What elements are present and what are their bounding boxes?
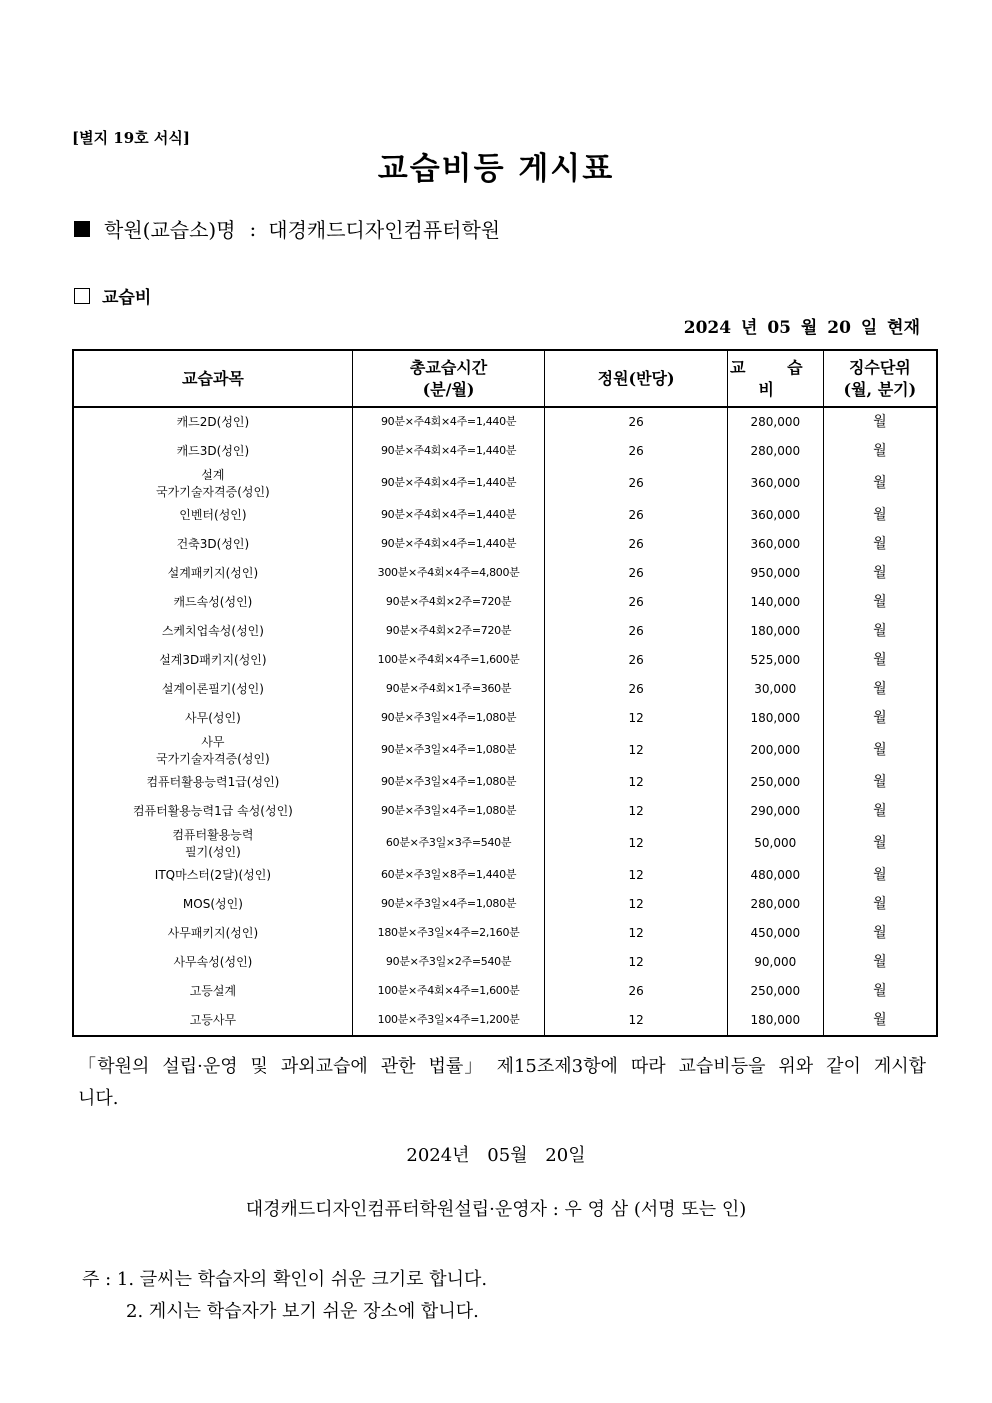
cell-capacity: 12 <box>545 1006 728 1036</box>
cell-billing-unit: 월 <box>823 733 937 768</box>
table-row <box>73 1006 937 1036</box>
cell-capacity: 12 <box>545 797 728 826</box>
cell-capacity: 26 <box>545 466 728 501</box>
cell-total-hours: 60분×주3일×8주=1,440분 <box>352 861 545 890</box>
footnote-1 <box>82 1264 487 1296</box>
cell-total-hours: 90분×주4회×2주=720분 <box>352 617 545 646</box>
academy-name-separator: : <box>249 216 257 241</box>
cell-subject <box>73 407 352 437</box>
cell-total-hours: 90분×주4회×4주=1,440분 <box>352 501 545 530</box>
cell-subject <box>73 826 352 861</box>
cell-fee: 360,000 <box>727 501 823 530</box>
cell-subject-line1: 사무속성(성인) <box>173 955 253 970</box>
cell-subject-line1: 캐드3D(성인) <box>176 444 250 459</box>
cell-subject-line2: 필기(성인) <box>185 844 241 859</box>
cell-fee: 90,000 <box>727 948 823 977</box>
cell-subject-line1: 설계3D패키지(성인) <box>159 653 267 668</box>
cell-capacity: 26 <box>545 646 728 675</box>
cell-capacity: 26 <box>545 675 728 704</box>
cell-subject-line1: 설계 <box>201 468 225 483</box>
cell-billing-unit: 월 <box>823 617 937 646</box>
cell-capacity: 12 <box>545 826 728 861</box>
cell-subject <box>73 675 352 704</box>
cell-capacity: 26 <box>545 617 728 646</box>
cell-capacity: 12 <box>545 948 728 977</box>
cell-capacity: 12 <box>545 861 728 890</box>
cell-total-hours: 300분×주4회×4주=4,800분 <box>352 559 545 588</box>
cell-total-hours: 100분×주4회×4주=1,600분 <box>352 977 545 1006</box>
fee-table <box>72 349 938 1037</box>
cell-billing-unit: 월 <box>823 466 937 501</box>
cell-fee: 250,000 <box>727 977 823 1006</box>
header-total-hours <box>352 350 545 407</box>
cell-capacity: 12 <box>545 768 728 797</box>
cell-subject-line1: 설계이론필기(성인) <box>161 682 264 697</box>
cell-capacity: 12 <box>545 704 728 733</box>
header-total-hours-line2: (분/월) <box>422 379 475 399</box>
footnote-2: 2. 게시는 학습자가 보기 쉬운 장소에 합니다. <box>126 1301 479 1322</box>
fee-table-header-row <box>73 350 937 407</box>
table-row <box>73 861 937 890</box>
table-row <box>73 646 937 675</box>
cell-capacity: 12 <box>545 919 728 948</box>
cell-subject-line1: 사무 <box>201 735 225 750</box>
cell-billing-unit: 월 <box>823 588 937 617</box>
cell-subject <box>73 466 352 501</box>
cell-total-hours: 90분×주4회×4주=1,440분 <box>352 437 545 466</box>
cell-total-hours: 90분×주3일×4주=1,080분 <box>352 704 545 733</box>
cell-subject <box>73 559 352 588</box>
cell-fee: 450,000 <box>727 919 823 948</box>
cell-capacity: 26 <box>545 407 728 437</box>
table-row <box>73 890 937 919</box>
cell-subject-line2: 국가기술자격증(성인) <box>156 751 270 766</box>
cell-subject <box>73 530 352 559</box>
cell-fee: 140,000 <box>727 588 823 617</box>
cell-billing-unit: 월 <box>823 646 937 675</box>
cell-subject <box>73 617 352 646</box>
table-row <box>73 977 937 1006</box>
cell-fee: 360,000 <box>727 530 823 559</box>
table-row <box>73 768 937 797</box>
cell-capacity: 26 <box>545 530 728 559</box>
cell-billing-unit: 월 <box>823 826 937 861</box>
cell-fee: 250,000 <box>727 768 823 797</box>
cell-billing-unit: 월 <box>823 407 937 437</box>
academy-name-value: 대경캐드디자인컴퓨터학원 <box>268 218 501 242</box>
cell-fee: 280,000 <box>727 890 823 919</box>
cell-subject-line1: 컴퓨터활용능력1급(성인) <box>146 775 280 790</box>
operator-signature-line: 대경캐드디자인컴퓨터학원설립·운영자 : 우 영 삼 (서명 또는 인) <box>245 1199 747 1220</box>
cell-billing-unit: 월 <box>823 948 937 977</box>
fee-section-heading <box>74 283 151 308</box>
cell-billing-unit: 월 <box>823 1006 937 1036</box>
footnotes <box>82 1264 487 1328</box>
cell-billing-unit: 월 <box>823 861 937 890</box>
cell-capacity: 12 <box>545 733 728 768</box>
cell-fee: 360,000 <box>727 466 823 501</box>
cell-billing-unit: 월 <box>823 797 937 826</box>
cell-billing-unit: 월 <box>823 559 937 588</box>
form-number-tag: [별지 19호 서식] <box>72 129 190 147</box>
cell-total-hours: 90분×주4회×4주=1,440분 <box>352 466 545 501</box>
cell-billing-unit: 월 <box>823 501 937 530</box>
header-billing-unit <box>823 350 937 407</box>
cell-total-hours: 60분×주3일×3주=540분 <box>352 826 545 861</box>
table-row <box>73 617 937 646</box>
table-row <box>73 675 937 704</box>
cell-fee: 950,000 <box>727 559 823 588</box>
cell-subject-line1: 캐드2D(성인) <box>176 415 250 430</box>
cell-total-hours: 90분×주3일×4주=1,080분 <box>352 768 545 797</box>
cell-total-hours: 90분×주3일×4주=1,080분 <box>352 733 545 768</box>
cell-total-hours: 90분×주3일×2주=540분 <box>352 948 545 977</box>
cell-capacity: 26 <box>545 588 728 617</box>
cell-subject <box>73 733 352 768</box>
header-total-hours-line1: 총교습시간 <box>409 357 488 377</box>
signature-date: 2024년 05월 20일 <box>406 1145 586 1166</box>
cell-subject-line1: 고등설계 <box>189 984 237 999</box>
cell-subject-line1: 사무(성인) <box>185 711 241 726</box>
table-row <box>73 501 937 530</box>
cell-subject <box>73 948 352 977</box>
fee-table-body <box>73 407 937 1036</box>
cell-fee: 480,000 <box>727 861 823 890</box>
table-row <box>73 948 937 977</box>
cell-billing-unit: 월 <box>823 530 937 559</box>
table-row <box>73 407 937 437</box>
table-row <box>73 797 937 826</box>
cell-subject-line1: 캐드속성(성인) <box>173 595 253 610</box>
cell-fee: 200,000 <box>727 733 823 768</box>
cell-billing-unit: 월 <box>823 977 937 1006</box>
cell-fee: 280,000 <box>727 407 823 437</box>
cell-fee: 290,000 <box>727 797 823 826</box>
cell-fee: 50,000 <box>727 826 823 861</box>
cell-total-hours: 100분×주3일×4주=1,200분 <box>352 1006 545 1036</box>
cell-fee: 30,000 <box>727 675 823 704</box>
cell-subject-line1: ITQ마스터(2달)(성인) <box>154 868 272 883</box>
table-row <box>73 466 937 501</box>
empty-square-bullet-icon <box>74 288 90 304</box>
cell-subject <box>73 501 352 530</box>
cell-subject-line1: 설계패키지(성인) <box>167 566 259 581</box>
cell-subject <box>73 646 352 675</box>
cell-subject-line1: 사무패키지(성인) <box>167 926 259 941</box>
cell-total-hours: 90분×주3일×4주=1,080분 <box>352 890 545 919</box>
cell-capacity: 26 <box>545 437 728 466</box>
cell-subject <box>73 768 352 797</box>
header-fee: 교 습 비 <box>727 350 823 407</box>
cell-capacity: 26 <box>545 501 728 530</box>
cell-capacity: 12 <box>545 890 728 919</box>
header-subject: 교습과목 <box>73 350 352 407</box>
cell-subject-line1: 인벤터(성인) <box>179 508 247 523</box>
cell-total-hours: 90분×주4회×4주=1,440분 <box>352 530 545 559</box>
cell-subject-line1: 고등사무 <box>189 1013 237 1028</box>
legal-notice: 「학원의 설립·운영 및 과외교습에 관한 법률」 제15조제3항에 따라 교습비등을 위와 같이 게시합니다. <box>78 1056 926 1109</box>
cell-total-hours: 90분×주4회×4주=1,440분 <box>352 407 545 437</box>
table-row <box>73 437 937 466</box>
table-row <box>73 704 937 733</box>
cell-billing-unit: 월 <box>823 768 937 797</box>
table-row <box>73 919 937 948</box>
fee-section-title: 교습비 <box>102 288 152 308</box>
cell-total-hours: 180분×주3일×4주=2,160분 <box>352 919 545 948</box>
cell-subject <box>73 890 352 919</box>
cell-subject <box>73 797 352 826</box>
cell-subject-line1: 컴퓨터활용능력 <box>172 828 254 843</box>
cell-billing-unit: 월 <box>823 437 937 466</box>
cell-billing-unit: 월 <box>823 919 937 948</box>
cell-fee: 180,000 <box>727 704 823 733</box>
cell-subject <box>73 977 352 1006</box>
cell-subject-line1: 스케치업속성(성인) <box>161 624 264 639</box>
cell-subject <box>73 1006 352 1036</box>
footnote-1-text: 1. 글씨는 학습자의 확인이 쉬운 크기로 합니다. <box>116 1269 488 1290</box>
table-row <box>73 530 937 559</box>
cell-subject <box>73 919 352 948</box>
cell-subject <box>73 704 352 733</box>
footnote-prefix: 주 : <box>82 1269 117 1290</box>
as-of-date: 2024 년 05 월 20 일 현재 <box>683 318 920 338</box>
table-row <box>73 559 937 588</box>
header-billing-unit-line2: (월, 분기) <box>843 379 917 399</box>
cell-capacity: 26 <box>545 559 728 588</box>
academy-name-line <box>74 214 500 243</box>
cell-total-hours: 100분×주4회×4주=1,600분 <box>352 646 545 675</box>
cell-billing-unit: 월 <box>823 890 937 919</box>
cell-subject-line1: 건축3D(성인) <box>176 537 250 552</box>
cell-total-hours: 90분×주3일×4주=1,080분 <box>352 797 545 826</box>
cell-subject-line1: MOS(성인) <box>182 897 243 912</box>
cell-fee: 180,000 <box>727 1006 823 1036</box>
cell-total-hours: 90분×주4회×2주=720분 <box>352 588 545 617</box>
table-row <box>73 588 937 617</box>
cell-subject <box>73 437 352 466</box>
academy-name-label: 학원(교습소)명 <box>104 218 236 242</box>
cell-billing-unit: 월 <box>823 675 937 704</box>
header-billing-unit-line1: 징수단위 <box>848 357 911 377</box>
table-row <box>73 733 937 768</box>
cell-subject <box>73 861 352 890</box>
cell-capacity: 26 <box>545 977 728 1006</box>
cell-subject <box>73 588 352 617</box>
cell-subject-line2: 국가기술자격증(성인) <box>156 484 270 499</box>
cell-billing-unit: 월 <box>823 704 937 733</box>
cell-fee: 180,000 <box>727 617 823 646</box>
cell-fee: 280,000 <box>727 437 823 466</box>
table-row <box>73 826 937 861</box>
page-title: 교습비등 게시표 <box>377 151 615 187</box>
cell-total-hours: 90분×주4회×1주=360분 <box>352 675 545 704</box>
filled-square-bullet-icon <box>74 221 90 237</box>
cell-subject-line1: 컴퓨터활용능력1급 속성(성인) <box>132 804 293 819</box>
header-capacity: 정원(반당) <box>545 350 728 407</box>
cell-fee: 525,000 <box>727 646 823 675</box>
